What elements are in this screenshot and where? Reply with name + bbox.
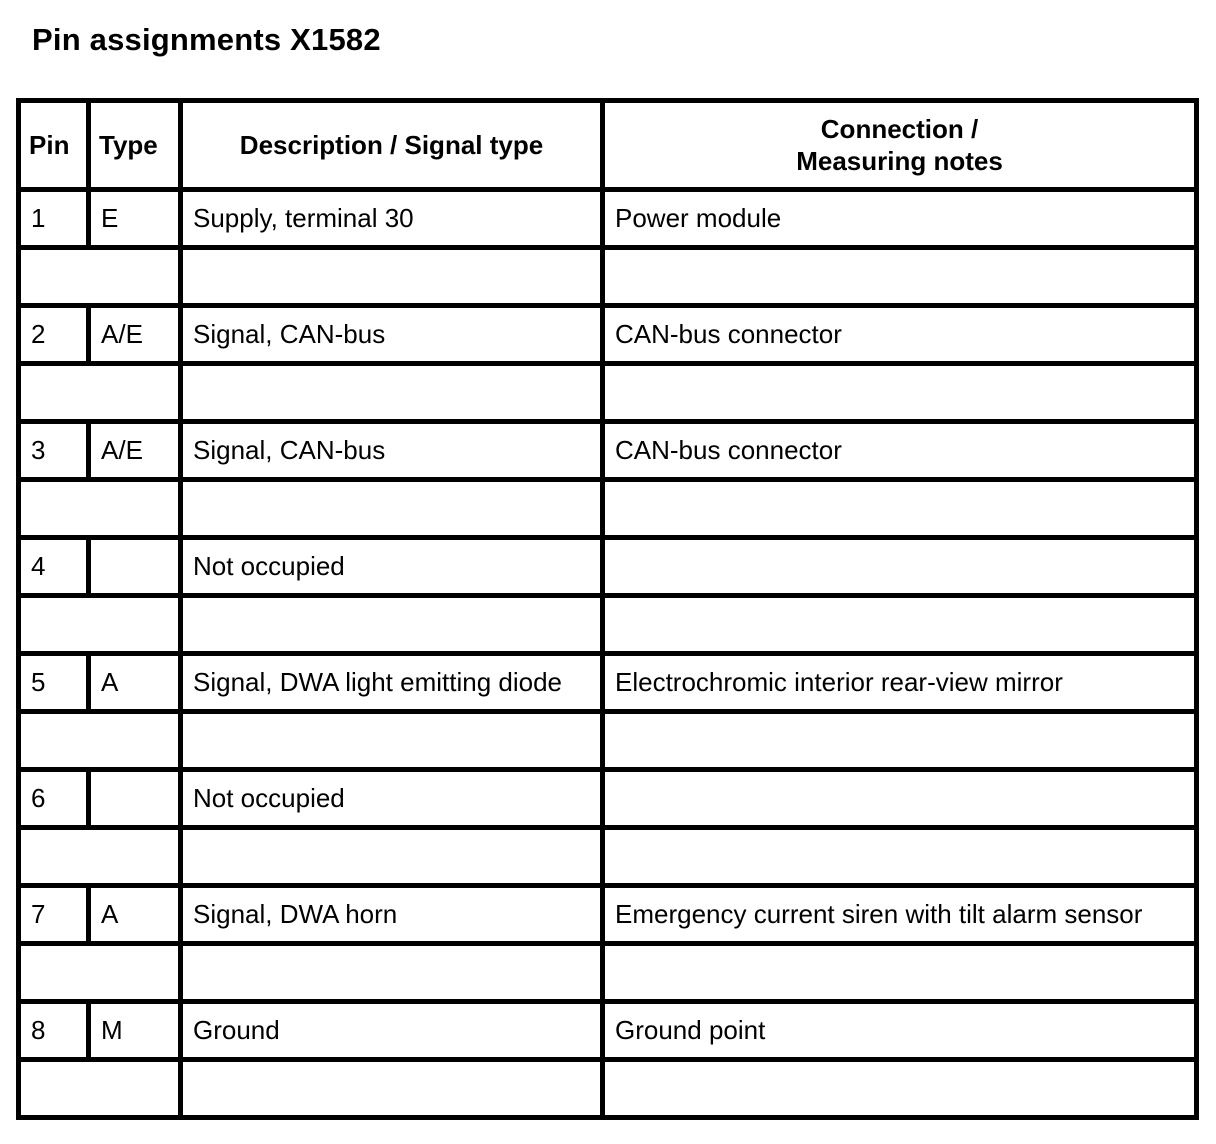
spacer-cell [19,1060,181,1118]
description-cell: Signal, DWA light emitting diode [181,654,603,712]
connection-cell: Emergency current siren with tilt alarm sensor [603,886,1197,944]
spacer-cell [603,944,1197,1002]
spacer-cell [181,828,603,886]
spacer-cell [181,364,603,422]
connection-cell [603,770,1197,828]
spacer-cell [19,712,181,770]
spacer-cell [181,1060,603,1118]
spacer-row [19,828,1197,886]
type-cell [89,770,181,828]
spacer-cell [181,248,603,306]
spacer-cell [603,828,1197,886]
spacer-cell [603,364,1197,422]
spacer-cell [19,364,181,422]
pin-cell: 1 [19,190,89,248]
column-header-description: Description / Signal type [181,101,603,190]
pin-cell: 2 [19,306,89,364]
pin-cell: 5 [19,654,89,712]
spacer-cell [19,596,181,654]
page-title: Pin assignments X1582 [32,22,381,57]
type-cell: A [89,654,181,712]
spacer-row [19,480,1197,538]
table-header-row [19,101,1197,190]
spacer-row [19,1060,1197,1118]
column-header-connection-line-1: Connection / [820,114,979,144]
table-row [19,654,1197,712]
connection-cell: CAN-bus connector [603,422,1197,480]
description-cell: Not occupied [181,770,603,828]
spacer-cell [19,480,181,538]
column-header-pin: Pin [19,101,89,190]
table-row [19,422,1197,480]
column-header-type: Type [89,101,181,190]
spacer-cell [19,828,181,886]
spacer-cell [181,480,603,538]
connection-cell: Electrochromic interior rear-view mirror [603,654,1197,712]
description-cell: Ground [181,1002,603,1060]
connection-cell: CAN-bus connector [603,306,1197,364]
spacer-cell [603,596,1197,654]
table-row [19,190,1197,248]
pin-cell: 3 [19,422,89,480]
spacer-cell [181,944,603,1002]
spacer-cell [19,248,181,306]
spacer-row [19,364,1197,422]
connection-cell: Ground point [603,1002,1197,1060]
description-cell: Signal, CAN-bus [181,306,603,364]
spacer-row [19,248,1197,306]
spacer-cell [181,596,603,654]
pin-cell: 8 [19,1002,89,1060]
spacer-row [19,596,1197,654]
spacer-cell [603,480,1197,538]
spacer-row [19,944,1197,1002]
description-cell: Signal, DWA horn [181,886,603,944]
column-header-connection [603,101,1197,190]
table-row [19,306,1197,364]
connection-cell [603,538,1197,596]
table-row [19,1002,1197,1060]
type-cell: M [89,1002,181,1060]
connection-cell: Power module [603,190,1197,248]
column-header-connection-line-2: Measuring notes [796,146,1003,176]
pin-assignment-table [16,98,1199,1120]
pin-cell: 7 [19,886,89,944]
pin-cell: 4 [19,538,89,596]
spacer-cell [603,1060,1197,1118]
type-cell: A [89,886,181,944]
spacer-cell [603,712,1197,770]
spacer-cell [19,944,181,1002]
type-cell: A/E [89,422,181,480]
description-cell: Signal, CAN-bus [181,422,603,480]
type-cell: E [89,190,181,248]
spacer-cell [603,248,1197,306]
pin-cell: 6 [19,770,89,828]
type-cell: A/E [89,306,181,364]
table-row [19,886,1197,944]
type-cell [89,538,181,596]
spacer-row [19,712,1197,770]
description-cell: Not occupied [181,538,603,596]
description-cell: Supply, terminal 30 [181,190,603,248]
table-row [19,770,1197,828]
spacer-cell [181,712,603,770]
table-row [19,538,1197,596]
